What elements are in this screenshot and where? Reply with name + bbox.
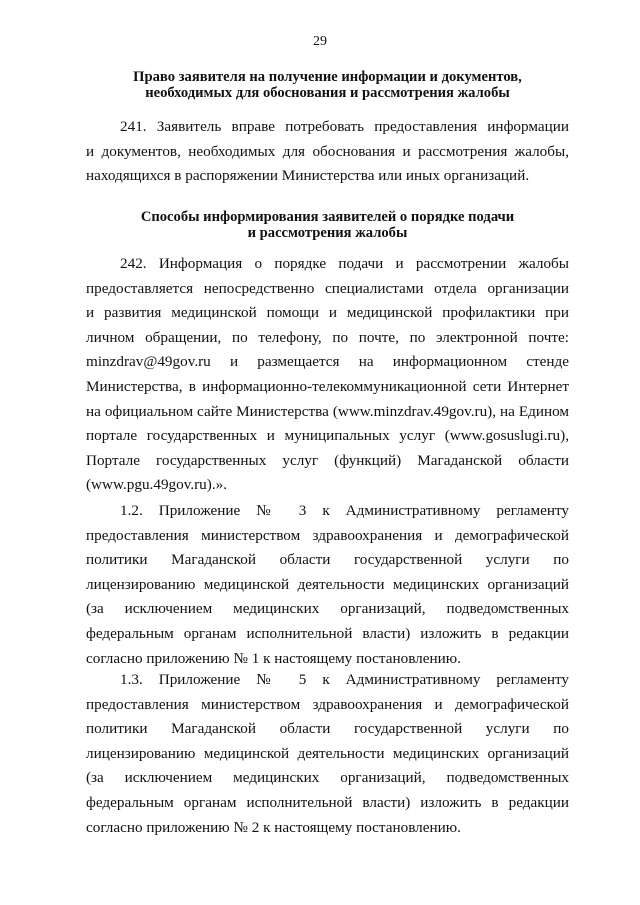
paragraph-line: портале государственных и муниципальных услуг (www.gosuslugi.ru), xyxy=(86,427,569,445)
heading-line: Способы информирования заявителей о порядке подачи xyxy=(140,209,515,225)
paragraph-242 xyxy=(86,252,569,498)
paragraph-241 xyxy=(86,115,569,189)
page-number: 29 xyxy=(313,34,327,49)
paragraph-line: Портале государственных услуг (функций) Магаданской области xyxy=(86,451,569,469)
paragraph-line: федеральным органам исполнительной власти) изложить в редакции xyxy=(86,793,569,811)
paragraph-line: 242. Информация о порядке подачи и рассмотрении жалобы xyxy=(120,255,569,272)
paragraph-1-2 xyxy=(86,499,569,671)
paragraph-line: 1.3. Приложение № 5 к Административному регламенту xyxy=(120,671,569,688)
paragraph-line: (www.pgu.49gov.ru).». xyxy=(86,476,228,494)
paragraph-line: и развития медицинской помощи и медицинской профилактики при xyxy=(86,304,569,322)
paragraph-line: находящихся в распоряжении Министерства или иных организаций. xyxy=(86,167,530,185)
paragraph-line: предоставления министерством здравоохранения и демографической xyxy=(86,526,569,544)
paragraph-line: согласно приложению № 1 к настоящему постановлению. xyxy=(86,649,461,667)
heading-line: Право заявителя на получение информации и документов, xyxy=(133,69,522,85)
paragraph-1-3 xyxy=(86,668,569,840)
heading-line: необходимых для обоснования и рассмотрения жалобы xyxy=(145,84,510,101)
paragraph-line: личном обращении, по телефону, по почте, по электронной почте: xyxy=(86,328,569,346)
paragraph-line: лицензированию медицинской деятельности медицинских организаций xyxy=(86,744,569,762)
section-heading-applicant-rights xyxy=(86,70,569,101)
paragraph-line: 1.2. Приложение № 3 к Административному регламенту xyxy=(120,502,569,519)
paragraph-line: федеральным органам исполнительной власти) изложить в редакции xyxy=(86,624,569,642)
paragraph-line: предоставляется непосредственно специалистами отдела организации xyxy=(86,279,569,297)
paragraph-line: на официальном сайте Министерства (www.minzdrav.49gov.ru), на Едином xyxy=(86,402,569,420)
section-heading-informing-methods xyxy=(86,210,569,241)
paragraph-line: minzdrav@49gov.ru и размещается на информационном стенде xyxy=(86,353,569,371)
paragraph-line: предоставления министерством здравоохранения и демографической xyxy=(86,695,569,713)
paragraph-line: Министерства, в информационно-телекоммуникационной сети Интернет xyxy=(86,377,569,395)
paragraph-line: лицензированию медицинской деятельности медицинских организаций xyxy=(86,575,569,593)
heading-line: и рассмотрения жалобы xyxy=(247,224,408,241)
paragraph-line: (за исключением медицинских организаций, подведомственных xyxy=(86,600,569,618)
paragraph-line: политики Магаданской области государственной услуги по xyxy=(86,551,569,569)
paragraph-line: согласно приложению № 2 к настоящему постановлению. xyxy=(86,818,461,836)
paragraph-line: 241. Заявитель вправе потребовать предоставления информации xyxy=(120,118,569,135)
paragraph-line: и документов, необходимых для обоснования и рассмотрения жалобы, xyxy=(86,142,569,160)
paragraph-line: политики Магаданской области государственной услуги по xyxy=(86,720,569,738)
paragraph-line: (за исключением медицинских организаций, подведомственных xyxy=(86,769,569,787)
